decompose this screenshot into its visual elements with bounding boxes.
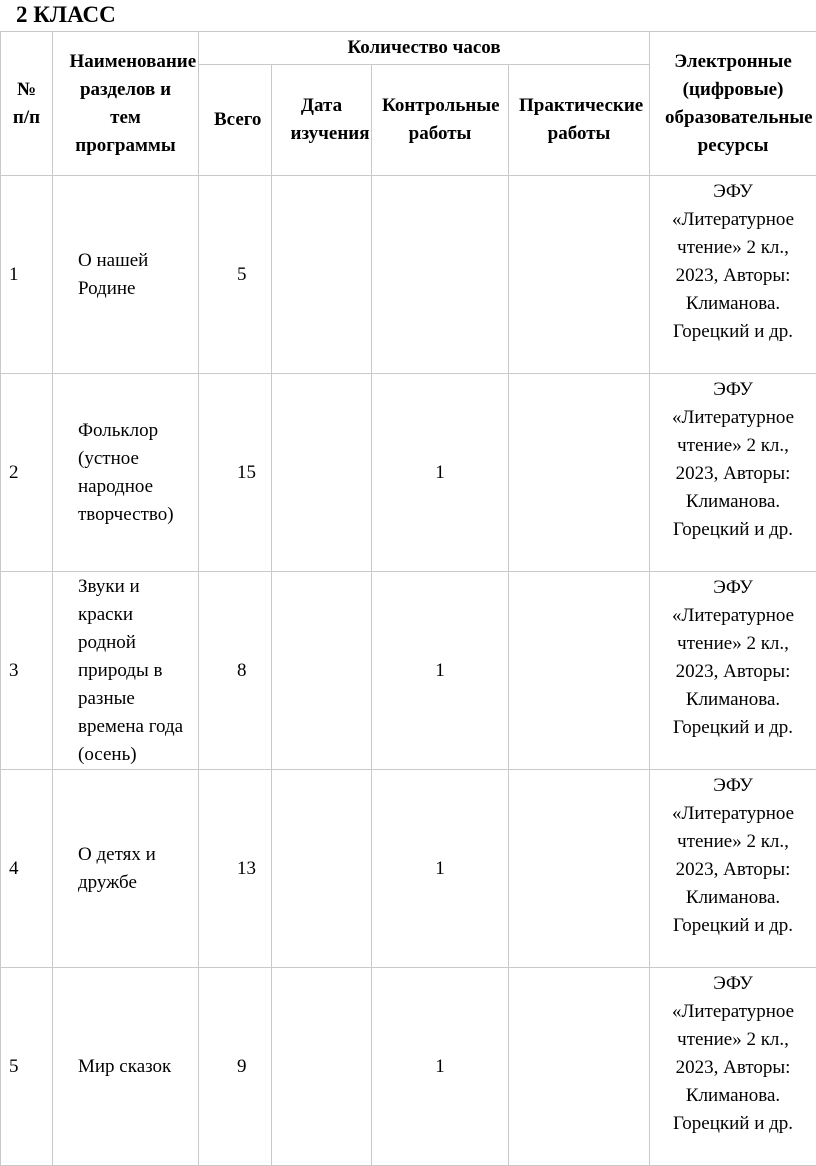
row-number: 2 [1, 374, 53, 572]
row-control-works: 1 [372, 968, 509, 1166]
row-practical-works [509, 968, 650, 1166]
row-section-name: Звуки и краски родной природы в разные времена года (осень) [53, 572, 199, 770]
row-study-date [272, 770, 372, 968]
row-resources: ЭФУ «Литературное чтение» 2 кл., 2023, Авторы: Климанова. Горецкий и др. [650, 374, 816, 572]
row-section-name: О детях и дружбе [53, 770, 199, 968]
row-number: 5 [1, 968, 53, 1166]
row-number: 3 [1, 572, 53, 770]
row-number: 1 [1, 176, 53, 374]
row-study-date [272, 374, 372, 572]
row-total-hours: 15 [199, 374, 272, 572]
table-body [1, 176, 816, 1166]
header-date: Дата изучения [272, 65, 372, 176]
header-num: № п/п [1, 32, 53, 176]
table-row [1, 770, 816, 968]
row-study-date [272, 572, 372, 770]
row-total-hours: 5 [199, 176, 272, 374]
table-header [1, 32, 816, 176]
row-control-works: 1 [372, 770, 509, 968]
table-row [1, 374, 816, 572]
row-practical-works [509, 572, 650, 770]
row-total-hours: 9 [199, 968, 272, 1166]
row-practical-works [509, 176, 650, 374]
row-section-name: Мир сказок [53, 968, 199, 1166]
curriculum-table [0, 31, 816, 1166]
section-heading: 2 КЛАСС [16, 2, 116, 28]
row-number: 4 [1, 770, 53, 968]
row-resources: ЭФУ «Литературное чтение» 2 кл., 2023, Авторы: Климанова. Горецкий и др. [650, 176, 816, 374]
table-row [1, 968, 816, 1166]
row-study-date [272, 176, 372, 374]
row-total-hours: 8 [199, 572, 272, 770]
header-resources: Электронные (цифровые) образовательные ресурсы [650, 32, 816, 176]
row-total-hours: 13 [199, 770, 272, 968]
row-resources: ЭФУ «Литературное чтение» 2 кл., 2023, Авторы: Климанова. Горецкий и др. [650, 968, 816, 1166]
row-practical-works [509, 374, 650, 572]
row-study-date [272, 968, 372, 1166]
row-practical-works [509, 770, 650, 968]
header-hours-group: Количество часов [199, 32, 650, 65]
row-control-works [372, 176, 509, 374]
row-control-works: 1 [372, 374, 509, 572]
row-control-works: 1 [372, 572, 509, 770]
table-row [1, 176, 816, 374]
table-row [1, 572, 816, 770]
row-resources: ЭФУ «Литературное чтение» 2 кл., 2023, Авторы: Климанова. Горецкий и др. [650, 770, 816, 968]
header-control: Контрольные работы [372, 65, 509, 176]
row-resources: ЭФУ «Литературное чтение» 2 кл., 2023, Авторы: Климанова. Горецкий и др. [650, 572, 816, 770]
header-name: Наименование разделов и тем программы [53, 32, 199, 176]
header-practical: Практические работы [509, 65, 650, 176]
row-section-name: Фольклор (устное народное творчество) [53, 374, 199, 572]
header-total: Всего [199, 65, 272, 176]
row-section-name: О нашей Родине [53, 176, 199, 374]
